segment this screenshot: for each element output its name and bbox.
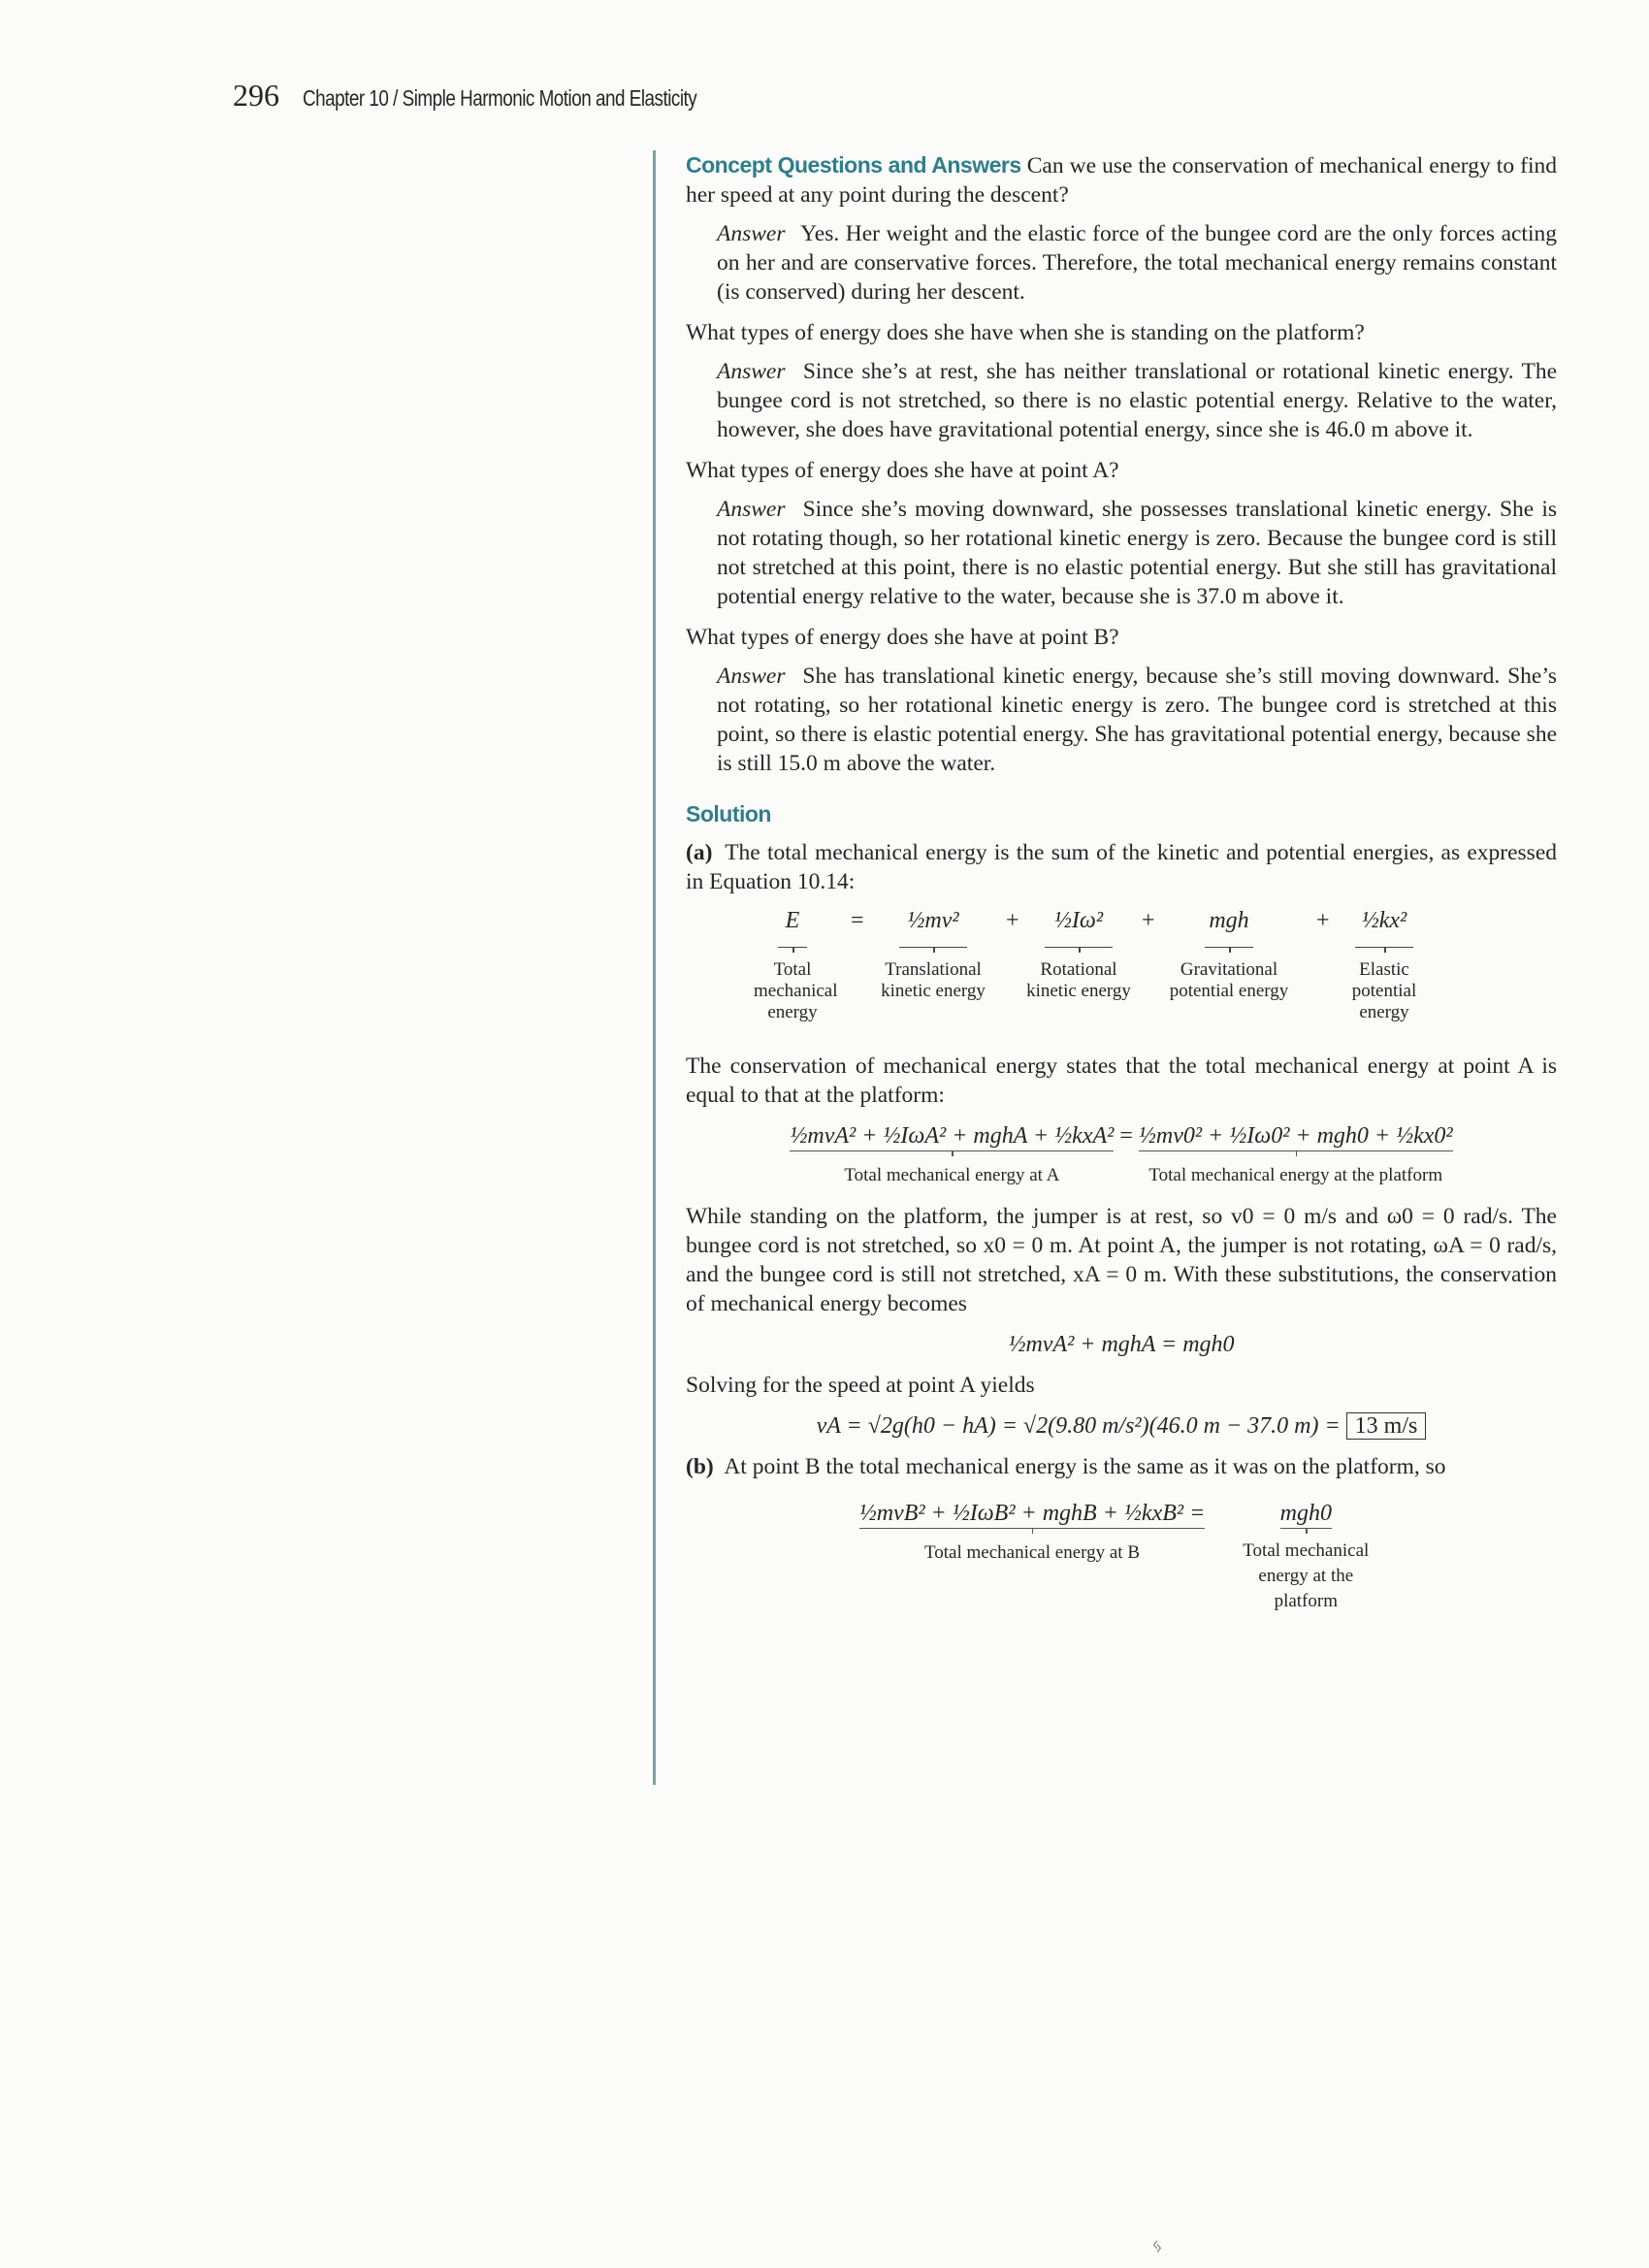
part-a-intro: The total mechanical energy is the sum of the kinetic and potential energies, as expressed in Equation 10.14: xyxy=(686,840,1557,894)
term-elastic xyxy=(1331,906,1438,1023)
concept-heading: Concept Questions and Answers xyxy=(686,152,1021,178)
term-translational xyxy=(875,906,991,1002)
term-rotational xyxy=(1020,906,1137,1002)
question-4: What types of energy does she have at point B? xyxy=(686,625,1119,650)
term-gravitational-brace xyxy=(1205,939,1253,948)
term-gravitational xyxy=(1161,906,1297,1002)
energy-at-platform-b-label: Total mechanical energy at the platform xyxy=(1243,1540,1370,1611)
answer-label: Answer xyxy=(717,497,786,522)
part-a-label: (a) xyxy=(686,840,713,865)
answer-1-text: Yes. Her weight and the elastic force of the bungee cord are the only forces acting on her and are conservative forces. Therefore, the total mechanical energy remains constant (is conserved) during her descent. xyxy=(717,221,1557,305)
answer-4-text: She has translational kinetic energy, because she’s still moving downward. She’s not rotating, so her rotational kinetic energy is zero. The bungee cord is stretched at this point, so there is elastic potential energy. She has gravitational potential energy, because she is still 15.0 m above the water. xyxy=(717,664,1558,776)
term-elastic-label: Elastic potential energy xyxy=(1351,959,1417,1022)
term-total xyxy=(754,906,838,1023)
solution-heading: Solution xyxy=(686,801,771,826)
plus-sign: + xyxy=(1142,908,1155,933)
term-total-label: Total mechanical energy xyxy=(754,959,838,1022)
energy-at-a-expr: ½mvA² + ½IωA² + mghA + ½kxA² xyxy=(790,1121,1114,1151)
part-a-text xyxy=(686,838,1557,896)
part-b-label: (b) xyxy=(686,1454,714,1479)
example-content xyxy=(686,150,1557,1626)
footer-mark: ᛃ xyxy=(1151,2236,1163,2257)
answer-3-text: Since she’s moving downward, she possesses translational kinetic energy. She is not rotating though, so her rotational kinetic energy is zero. Because the bungee cord is still not stretched at this point, there is no elastic potential energy. But she still has gravitational potential energy relative to the water, because she is 37.0 m above it. xyxy=(717,497,1557,609)
term-translational-label: Translational kinetic energy xyxy=(881,959,986,1001)
speed-equation xyxy=(686,1411,1557,1441)
conservation-equation-b xyxy=(686,1499,1557,1614)
question-2: What types of energy does she have when she is standing on the platform? xyxy=(686,320,1365,345)
term-gravitational-expr: mgh xyxy=(1209,908,1249,933)
answer-2-text: Since she’s at rest, she has neither translational or rotational kinetic energy. The bungee cord is not stretched, so there is no elastic potential energy. Relative to the water, however, she does have gravitational potential energy, since she is 46.0 m above it. xyxy=(717,359,1558,442)
equals-sign: = xyxy=(851,908,864,933)
page-number: 296 xyxy=(233,78,279,113)
part-b-intro: At point B the total mechanical energy is the same as it was on the platform, so xyxy=(724,1454,1446,1479)
concept-q1 xyxy=(686,150,1557,210)
equals-sign: = xyxy=(1119,1123,1139,1149)
answer-2 xyxy=(717,357,1557,444)
term-elastic-expr: ½kx² xyxy=(1361,908,1407,933)
energy-at-platform-b-group xyxy=(1228,1499,1383,1614)
energy-at-platform-group xyxy=(1139,1121,1453,1190)
speed-equation-expr: vA = √2g(h0 − hA) = √2(9.80 m/s²)(46.0 m − 37.0 m) = xyxy=(816,1413,1341,1439)
substitution-text: While standing on the platform, the jumper is at rest, so v0 = 0 m/s and ω0 = 0 rad/s. The bungee cord is not stretched, so x0 = 0 m. At point A, the jumper is not rotating, ωA = 0 rad/s, and the bungee cord is still not stretched, xA = 0 m. With these substitutions, the conservation of mechanical energy becomes xyxy=(686,1204,1557,1316)
part-b-text xyxy=(686,1452,1557,1481)
term-translational-expr: ½mv² xyxy=(907,908,959,933)
term-translational-brace xyxy=(899,939,967,948)
term-rotational-expr: ½Iω² xyxy=(1053,908,1104,933)
energy-at-platform-label: Total mechanical energy at the platform xyxy=(1148,1165,1443,1185)
answer-3 xyxy=(717,495,1557,611)
question-3: What types of energy does she have at point A? xyxy=(686,458,1119,483)
example-panel xyxy=(655,150,1557,1785)
conservation-equation-a xyxy=(686,1121,1557,1190)
term-rotational-brace xyxy=(1045,939,1113,948)
term-rotational-label: Rotational kinetic energy xyxy=(1026,959,1131,1001)
plus-sign: + xyxy=(1316,908,1330,933)
energy-at-a-label: Total mechanical energy at A xyxy=(844,1165,1060,1185)
energy-at-b-group xyxy=(859,1499,1206,1568)
answer-1 xyxy=(717,219,1557,307)
margin-rule xyxy=(653,150,656,1785)
answer-label: Answer xyxy=(717,221,786,246)
answer-label: Answer xyxy=(717,359,786,384)
answer-4 xyxy=(717,662,1557,778)
energy-at-platform-expr: ½mv0² + ½Iω0² + mgh0 + ½kx0² xyxy=(1139,1121,1453,1151)
answer-a-box: 13 m/s xyxy=(1346,1412,1427,1440)
term-total-brace xyxy=(778,939,807,948)
term-elastic-brace xyxy=(1355,939,1413,948)
term-gravitational-label: Gravitational potential energy xyxy=(1169,959,1289,1001)
solving-text: Solving for the speed at point A yields xyxy=(686,1373,1035,1398)
question-1-text: Can we use the conservation of mechanical energy to find her speed at any point during the descent? xyxy=(686,153,1557,208)
plus-sign: + xyxy=(1006,908,1019,933)
chapter-title: Chapter 10 / Simple Harmonic Motion and Elasticity xyxy=(303,85,697,111)
energy-at-b-label: Total mechanical energy at B xyxy=(923,1542,1140,1563)
term-total-symbol: E xyxy=(785,908,800,933)
energy-equation xyxy=(686,906,1557,1042)
energy-at-a-group xyxy=(790,1121,1114,1190)
answer-label: Answer xyxy=(717,664,786,689)
reduced-equation: ½mvA² + mghA = mgh0 xyxy=(1008,1332,1235,1357)
energy-at-platform-b-expr: mgh0 xyxy=(1280,1499,1332,1529)
page-header xyxy=(233,78,783,113)
energy-at-b-expr: ½mvB² + ½IωB² + mghB + ½kxB² = xyxy=(859,1499,1206,1529)
conservation-text: The conservation of mechanical energy states that the total mechanical energy at point A is equal to that at the platform: xyxy=(686,1053,1557,1108)
